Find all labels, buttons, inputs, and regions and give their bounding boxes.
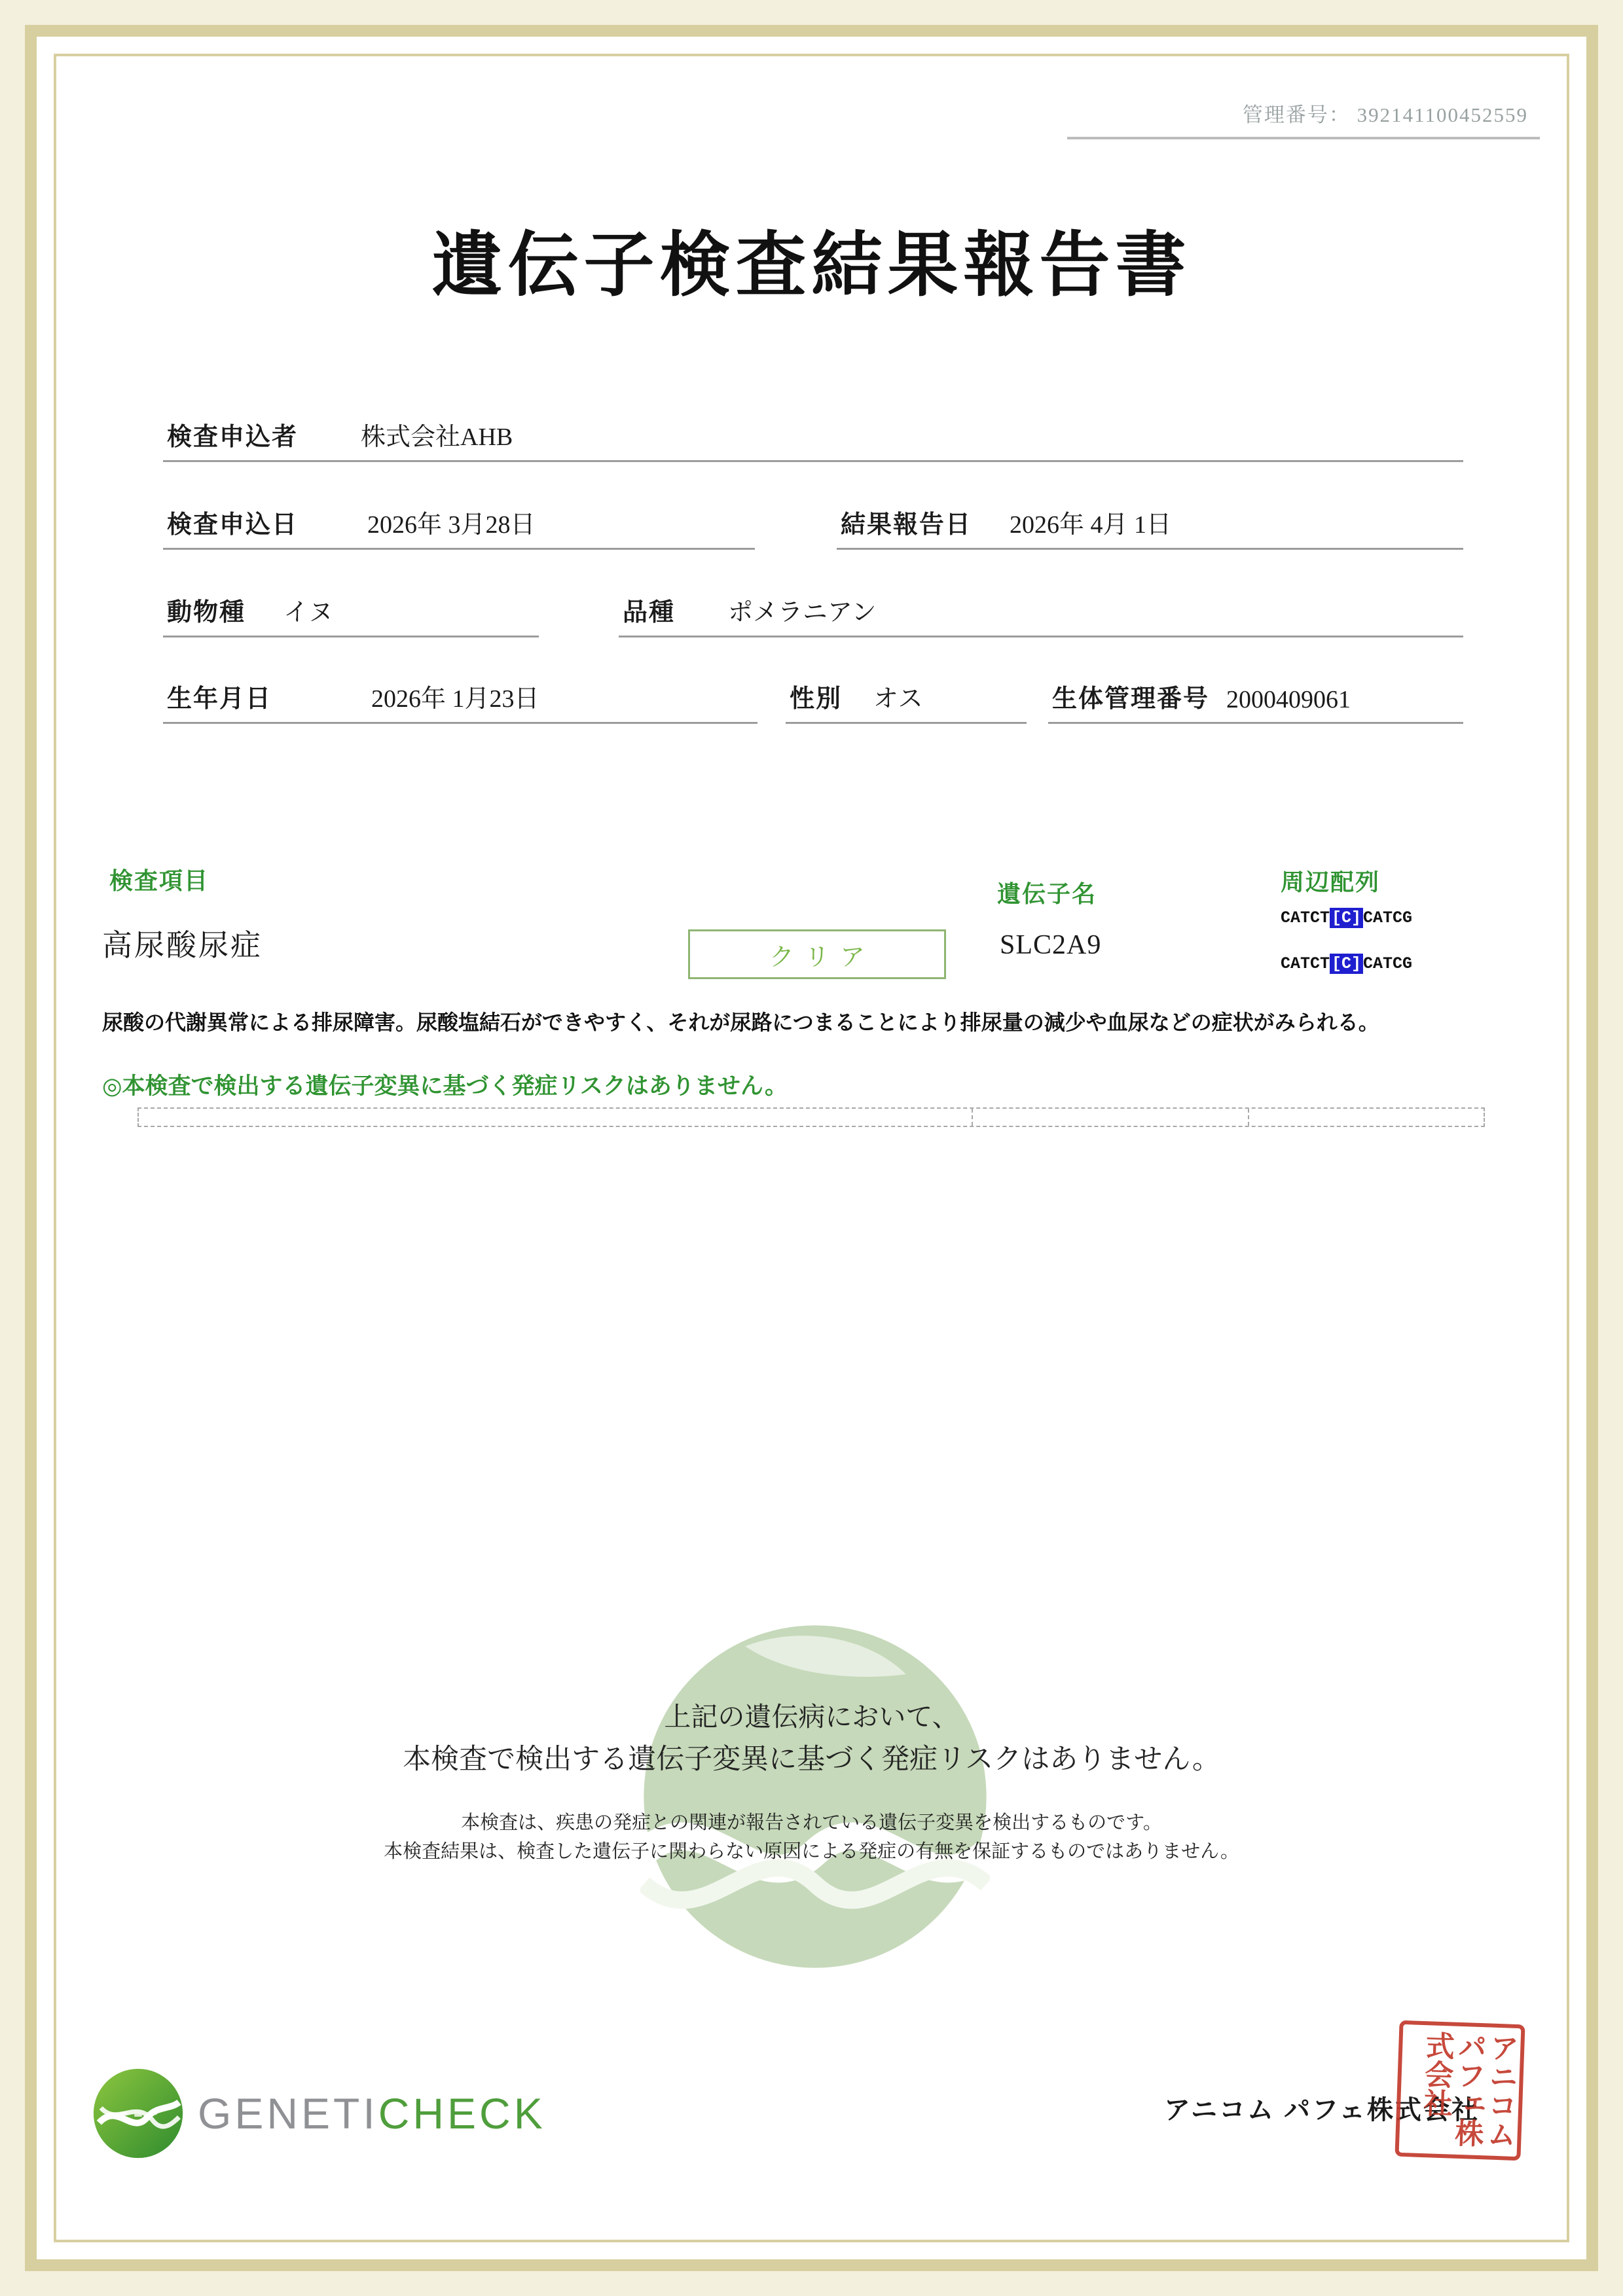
breed-label: 品種: [623, 599, 676, 626]
field-report-date: [837, 507, 1463, 550]
sex-value: オス: [873, 685, 923, 713]
sequence-suffix: CATCG: [1363, 954, 1413, 973]
result-status-text: クリア: [769, 943, 875, 971]
management-number-value: 392141100452559: [1357, 103, 1528, 126]
gene-name-value: SLC2A9: [1000, 930, 1102, 960]
sex-label: 性別: [790, 685, 843, 713]
birth-date-value: 2026年 1月23日: [371, 685, 539, 713]
summary-note-2: 本検査結果は、検査した遺伝子に関わらない原因による発症の有無を保証するものではありません。: [384, 1841, 1239, 1862]
sequence-header: 周辺配列: [1281, 869, 1381, 895]
apply-date-label: 検査申込日: [167, 511, 299, 539]
species-value: イヌ: [283, 599, 334, 626]
table-divider-2: [1248, 1109, 1249, 1126]
surrounding-sequence-line-2: [1281, 954, 1412, 973]
sequence-prefix: CATCT: [1281, 908, 1330, 927]
watermark-circle-icon: [640, 1622, 990, 1971]
breed-value: ポメラニアン: [728, 599, 877, 626]
field-species: [163, 594, 539, 637]
report-date-label: 結果報告日: [841, 511, 972, 539]
geneticheck-logo-icon: [92, 2067, 185, 2160]
table-divider-1: [972, 1109, 973, 1126]
watermark-logo-icon: [640, 1622, 990, 1971]
management-number-label: 管理番号：: [1242, 103, 1351, 126]
page-title: 遺伝子検査結果報告書: [431, 227, 1192, 305]
logo-text-green: CHECK: [378, 2089, 546, 2138]
result-status-badge: [688, 929, 946, 979]
sequence-prefix: CATCT: [1281, 954, 1330, 973]
field-applicant: [163, 419, 1463, 462]
management-number-block: [1067, 98, 1540, 139]
field-apply-date: [163, 507, 755, 550]
applicant-value: 株式会社AHB: [361, 423, 513, 451]
species-label: 動物種: [167, 599, 246, 626]
sequence-variant: [C]: [1330, 954, 1363, 974]
company-seal-stamp: アニコムパフェ株式会社: [1395, 2020, 1525, 2161]
test-item-name: 高尿酸尿症: [102, 929, 263, 962]
company-name: アニコム パフェ株式会社: [1164, 2095, 1480, 2125]
animal-id-value: 2000409061: [1226, 686, 1351, 713]
summary-note-1: 本検査は、疾患の発症との関連が報告されている遺伝子変異を検出するものです。: [461, 1812, 1162, 1833]
field-breed: [619, 594, 1463, 637]
geneticheck-logo-text: [198, 2089, 546, 2138]
surrounding-sequence-line-1: [1281, 908, 1412, 927]
animal-id-label: 生体管理番号: [1052, 685, 1210, 713]
field-birth-date: [163, 681, 757, 724]
result-table-placeholder: [137, 1107, 1485, 1127]
summary-line-1: 上記の遺伝病において、: [664, 1702, 959, 1732]
no-risk-note: ◎本検査で検出する遺伝子変異に基づく発症リスクはありません。: [102, 1073, 788, 1099]
field-sex: [786, 681, 1027, 724]
sequence-variant: [C]: [1330, 908, 1363, 928]
applicant-label: 検査申込者: [167, 423, 299, 451]
birth-date-label: 生年月日: [167, 685, 272, 713]
summary-line-2: 本検査で検出する遺伝子変異に基づく発症リスクはありません。: [403, 1744, 1220, 1775]
report-date-value: 2026年 4月 1日: [1010, 511, 1172, 539]
apply-date-value: 2026年 3月28日: [367, 511, 536, 539]
sequence-suffix: CATCG: [1363, 908, 1413, 927]
field-animal-id: [1048, 681, 1463, 724]
test-item-header: 検査項目: [109, 868, 210, 894]
disease-description: 尿酸の代謝異常による排尿障害。尿酸塩結石ができやすく、それが尿路につまることにより排尿量の減少や血尿などの症状がみられる。: [102, 1011, 1379, 1034]
logo-text-gray: GENETI: [198, 2089, 378, 2138]
geneticheck-logo: [92, 2067, 546, 2160]
gene-name-header: 遺伝子名: [997, 881, 1097, 907]
